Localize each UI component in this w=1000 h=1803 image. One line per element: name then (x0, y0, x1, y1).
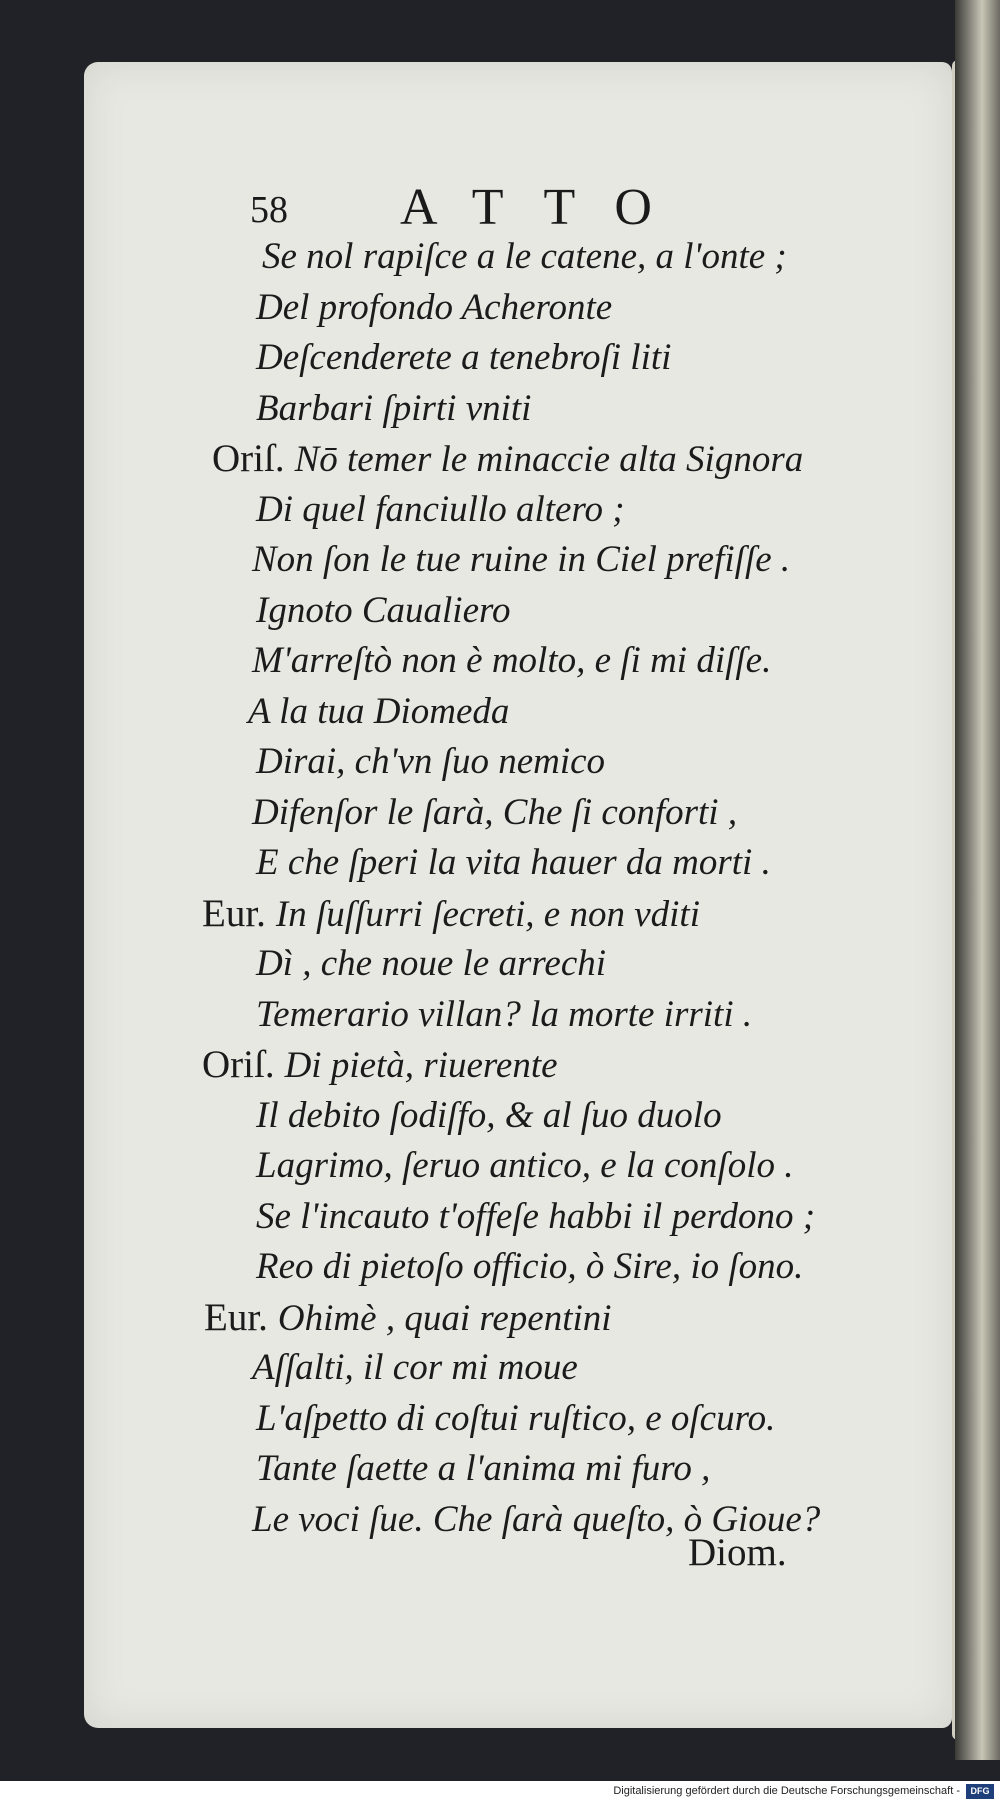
text-line (200, 333, 890, 384)
verse-text: Tante ſaette a l'anima mi furo , (256, 1448, 711, 1489)
verse-text: Di pietà, riuerente (284, 1045, 558, 1086)
text-line (200, 687, 890, 738)
dfg-logo: DFG (966, 1784, 994, 1799)
text-line (200, 990, 890, 1041)
verse-text: Le voci ſue. Che ſarà queſto, ò Gioue? (252, 1498, 821, 1540)
text-line (200, 586, 890, 637)
text-line (200, 1192, 890, 1243)
text-line (200, 1040, 890, 1091)
text-line (200, 636, 890, 687)
verse-text: Deſcenderete a tenebroſi liti (256, 337, 672, 378)
page-number: 58 (250, 189, 288, 231)
text-line (200, 1444, 890, 1495)
verse-text: Aſſalti, il cor mi moue (252, 1347, 578, 1388)
verse-text: Barbari ſpirti vniti (256, 387, 532, 429)
verse-text: Il debito ſodiſfo, & al ſuo duolo (256, 1094, 722, 1136)
verse-text: Ohimè , quai repentini (277, 1297, 612, 1339)
verse-text: Del profondo Acheronte (256, 286, 613, 328)
speaker-label: Oriſ. (202, 1043, 275, 1086)
verse-text: Nō temer le minaccie alta Signora (294, 439, 804, 480)
verse-text: Dirai, ch'vn ſuo nemico (256, 741, 606, 782)
speaker-label: Eur. (204, 1295, 268, 1339)
text-line (200, 1091, 890, 1142)
text-line (200, 1242, 890, 1293)
text-line (200, 384, 890, 435)
verse-text: Non ſon le tue ruine in Ciel prefiſſe . (252, 539, 791, 580)
verse-text: Se l'incauto t'offeſe habbi il perdono ; (256, 1195, 816, 1237)
text-line (200, 283, 890, 334)
verse-text: Ignoto Caualiero (256, 589, 511, 631)
text-line (200, 1394, 890, 1445)
text-line (200, 737, 890, 788)
text-line (200, 788, 890, 839)
verse-text: Reo di pietoſo officio, ò Sire, io ſono. (256, 1246, 804, 1287)
text-line (200, 1293, 890, 1344)
catchword: Diom. (688, 1531, 787, 1574)
verse-text: Difenſor le ſarà, Che ſi conforti , (252, 791, 738, 833)
text-line (200, 434, 890, 485)
speaker-label: Oriſ. (212, 437, 285, 480)
verse-text: L'aſpetto di coſtui ruſtico, e oſcuro. (256, 1397, 776, 1439)
page-header (250, 178, 770, 238)
text-line (200, 889, 890, 940)
verse-text: Se nol rapiſce a le catene, a l'onte ; (262, 236, 787, 277)
verse-text: M'arreſtò non è molto, e ſi mi diſſe. (252, 640, 772, 681)
text-line (200, 535, 890, 586)
text-line (200, 1141, 890, 1192)
text-line (200, 232, 890, 283)
text-line (200, 939, 890, 990)
speaker-label: Eur. (202, 891, 266, 935)
verse-text: A la tua Diomeda (248, 690, 510, 732)
text-line (200, 1343, 890, 1394)
play-text (200, 232, 890, 1545)
funding-credit: Digitalisierung gefördert durch die Deutsche Forschungsgemeinschaft - (613, 1785, 960, 1797)
verse-text: Lagrimo, ſeruo antico, e la conſolo . (256, 1145, 794, 1186)
verse-text: Dì , che noue le arrechi (256, 943, 607, 984)
verse-text: In ſuſſurri ſecreti, e non vditi (275, 893, 700, 935)
verse-text: E che ſperi la vita hauer da morti . (256, 842, 771, 883)
running-head: ATTO (400, 179, 692, 236)
text-line (200, 485, 890, 536)
book-spine (955, 0, 1000, 1760)
footer-bar (0, 1781, 1000, 1803)
verse-text: Di quel fanciullo altero ; (256, 488, 625, 530)
verse-text: Temerario villan? la morte irriti . (256, 993, 753, 1035)
text-line (200, 838, 890, 889)
